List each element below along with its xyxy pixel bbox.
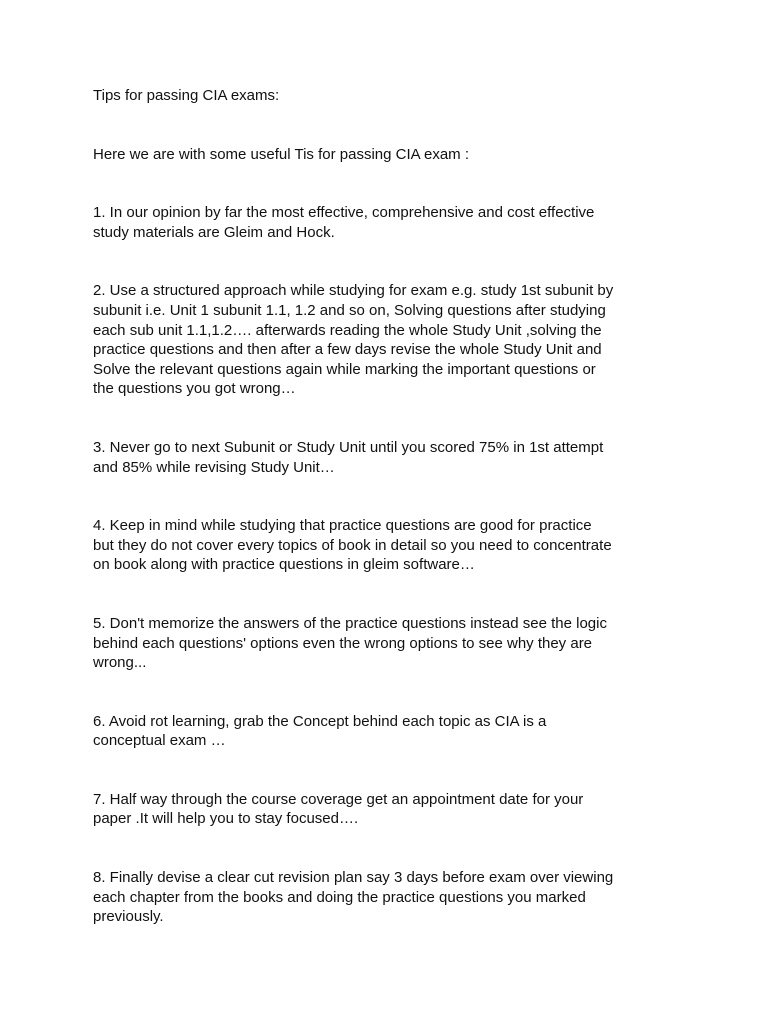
tip-3: 3. Never go to next Subunit or Study Unit until you scored 75% in 1st attempt and 85% while revising Study Unit… — [93, 438, 604, 476]
tip-7: 7. Half way through the course coverage get an appointment date for your paper .It will help you to stay focused…. — [93, 790, 584, 828]
intro-paragraph: Here we are with some useful Tis for passing CIA exam : — [93, 145, 469, 163]
tip-5: 5. Don't memorize the answers of the practice questions instead see the logic behind each questions' options even the wrong options to see why they are wrong... — [93, 614, 607, 672]
tip-2: 2. Use a structured approach while studying for exam e.g. study 1st subunit by subunit i.e. Unit 1 subunit 1.1, 1.2 and so on, Solving questions after studying each sub unit 1.1,1.2…. afterwards reading the whole Study Unit ,solving the practice questions and then after a few days revise the whole Study Unit and Solve the relevant questions again while marking the important questions or the questions you got wrong… — [93, 282, 614, 398]
document-body — [93, 86, 693, 966]
tip-1: 1. In our opinion by far the most effective, comprehensive and cost effective study materials are Gleim and Hock. — [93, 204, 595, 241]
tip-6: 6. Avoid rot learning, grab the Concept behind each topic as CIA is a conceptual exam … — [93, 712, 547, 750]
tip-8: 8. Finally devise a clear cut revision plan say 3 days before exam over viewing each chapter from the books and doing the practice questions you marked previously. — [93, 869, 614, 926]
tip-4: 4. Keep in mind while studying that practice questions are good for practice but they do not cover every topics of book in detail so you need to concentrate on book along with practice questions in gleim software… — [93, 517, 612, 574]
document-title: Tips for passing CIA exams: — [93, 87, 280, 104]
